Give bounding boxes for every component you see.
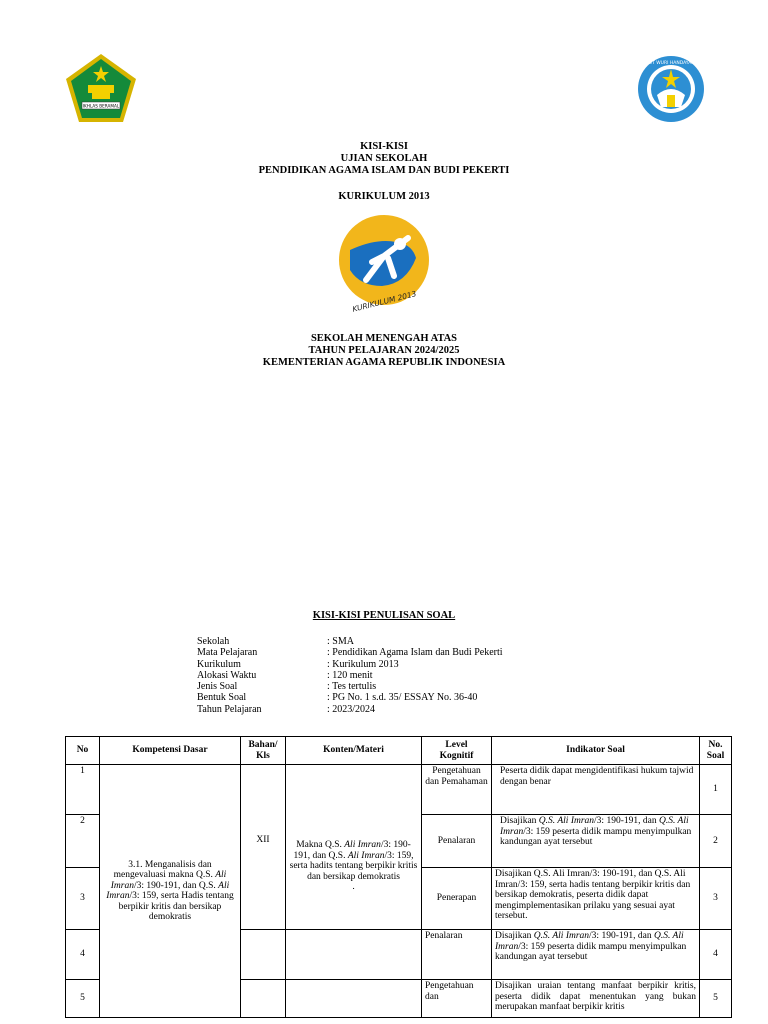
info-value: : SMA (327, 636, 354, 647)
info-row-alokasi (197, 670, 627, 681)
level-cell: Penerapan (422, 868, 492, 930)
level-cell: Pengetahuan dan (422, 980, 492, 1018)
nosoal-cell: 5 (700, 980, 732, 1018)
info-row-kurikulum (197, 659, 627, 670)
info-value: : Pendidikan Agama Islam dan Budi Pekerti (327, 647, 503, 659)
level-cell: Penalaran (422, 930, 492, 980)
indikator-cell: Disajikan uraian tentang manfaat berpikir kritis, peserta didik dapat menentukan yang bukan merupakan manfaat berpikir kritis (492, 980, 700, 1018)
col-header-indikator: Indikator Soal (492, 737, 700, 765)
nosoal-cell: 3 (700, 868, 732, 930)
nosoal-cell: 4 (700, 930, 732, 980)
info-label: Alokasi Waktu (197, 669, 257, 681)
info-label: Jenis Soal (197, 681, 238, 693)
info-label: Bentuk Soal (197, 692, 247, 704)
info-label: Tahun Pelajaran (197, 703, 262, 715)
col-header-kelas: Bahan/ Kls (241, 737, 286, 765)
nosoal-cell: 1 (700, 765, 732, 815)
info-row-sekolah (197, 636, 627, 647)
col-header-kd: Kompetensi Dasar (100, 737, 241, 765)
table-header-row (66, 737, 732, 765)
info-block (197, 636, 627, 715)
info-row-tahun (197, 704, 627, 715)
indikator-cell: Disajikan Q.S. Ali Imran/3: 190-191, dan Q.S. Ali Imran/3: 159 peserta didik mampu menyimpulkan kandungan ayat tersebut (492, 815, 700, 868)
row-no: 2 (66, 815, 100, 868)
title-line-3: PENDIDIKAN AGAMA ISLAM DAN BUDI PEKERTI (258, 165, 510, 176)
section-title: KISI-KISI PENULISAN SOAL (312, 610, 456, 621)
kelas-cell: XII (241, 765, 286, 930)
info-value: : Kurikulum 2013 (327, 658, 399, 670)
tut-wuri-handayani-logo (637, 55, 705, 123)
level-cell: Penalaran (422, 815, 492, 868)
school-line-3: KEMENTERIAN AGAMA REPUBLIK INDONESIA (262, 357, 506, 368)
kompetensi-dasar-cell: 3.1. Menganalisis dan mengevaluasi makna Q.S. Ali Imran/3: 190-191, dan Q.S. Ali Imran/3: 159, serta Hadis tentang berpikir kritis dan bersikap demokratis (100, 765, 241, 1018)
info-row-bentuk (197, 692, 627, 703)
materi-cell: Makna Q.S. Ali Imran/3: 190-191, dan Q.S. Ali Imran/3: 159, serta hadits tentang berpikir kritis dan bersikap demokratis . (286, 765, 422, 930)
curriculum-title: KURIKULUM 2013 (338, 191, 430, 202)
info-value: : 2023/2024 (327, 703, 376, 715)
kelas-cell-empty (241, 980, 286, 1018)
nosoal-cell: 2 (700, 815, 732, 868)
kisi-kisi-table (65, 736, 732, 1018)
row-no: 4 (66, 930, 100, 980)
info-value: : Tes tertulis (327, 681, 377, 693)
row-no: 5 (66, 980, 100, 1018)
row-no: 3 (66, 868, 100, 930)
kemenag-logo (64, 52, 138, 124)
info-label: Mata Pelajaran (197, 647, 258, 659)
info-value: : 120 menit (327, 669, 373, 681)
title-line-2: UJIAN SEKOLAH (340, 153, 428, 164)
school-line-2: TAHUN PELAJARAN 2024/2025 (308, 345, 460, 356)
indikator-cell: Disajikan Q.S. Ali Imran/3: 190-191, dan Q.S. Ali Imran/3: 159, serta hadis tentang berpikir kritis dan bersikap demokratis, peserta didik dapat mengimplementasikan prilaku yang sesuai ayat tersebut. (492, 868, 700, 930)
kelas-cell-empty (241, 930, 286, 980)
row-no: 1 (66, 765, 100, 815)
materi-cell-empty (286, 980, 422, 1018)
col-header-level: Level Kognitif (422, 737, 492, 765)
materi-cell-empty (286, 930, 422, 980)
col-header-nosoal: No. Soal (700, 737, 732, 765)
col-header-no: No (66, 737, 100, 765)
level-cell: Pengetahuan dan Pemahaman (422, 765, 492, 815)
col-header-materi: Konten/Materi (286, 737, 422, 765)
info-row-jenis (197, 681, 627, 692)
kurikulum-2013-logo (336, 214, 432, 314)
info-label: Kurikulum (197, 658, 241, 670)
school-line-1: SEKOLAH MENENGAH ATAS (310, 333, 458, 344)
info-label: Sekolah (197, 636, 230, 647)
info-row-mapel (197, 647, 627, 658)
table-row (66, 765, 732, 815)
kemenag-motto: IKHLAS BERAMAL (82, 103, 120, 109)
info-value: : PG No. 1 s.d. 35/ ESSAY No. 36-40 (327, 692, 478, 704)
tut-wuri-text: TUT WURI HANDAYANI (646, 61, 696, 66)
indikator-cell: Disajikan Q.S. Ali Imran/3: 190-191, dan Q.S. Ali Imran/3: 159 peserta didik mampu menyimpulkan kandungan ayat tersebut (492, 930, 700, 980)
kurikulum-logo-text: KURIKULUM 2013 (351, 289, 418, 314)
indikator-cell: Peserta didik dapat mengidentifikasi hukum tajwid dengan benar (492, 765, 700, 815)
title-line-1: KISI-KISI (360, 141, 408, 152)
